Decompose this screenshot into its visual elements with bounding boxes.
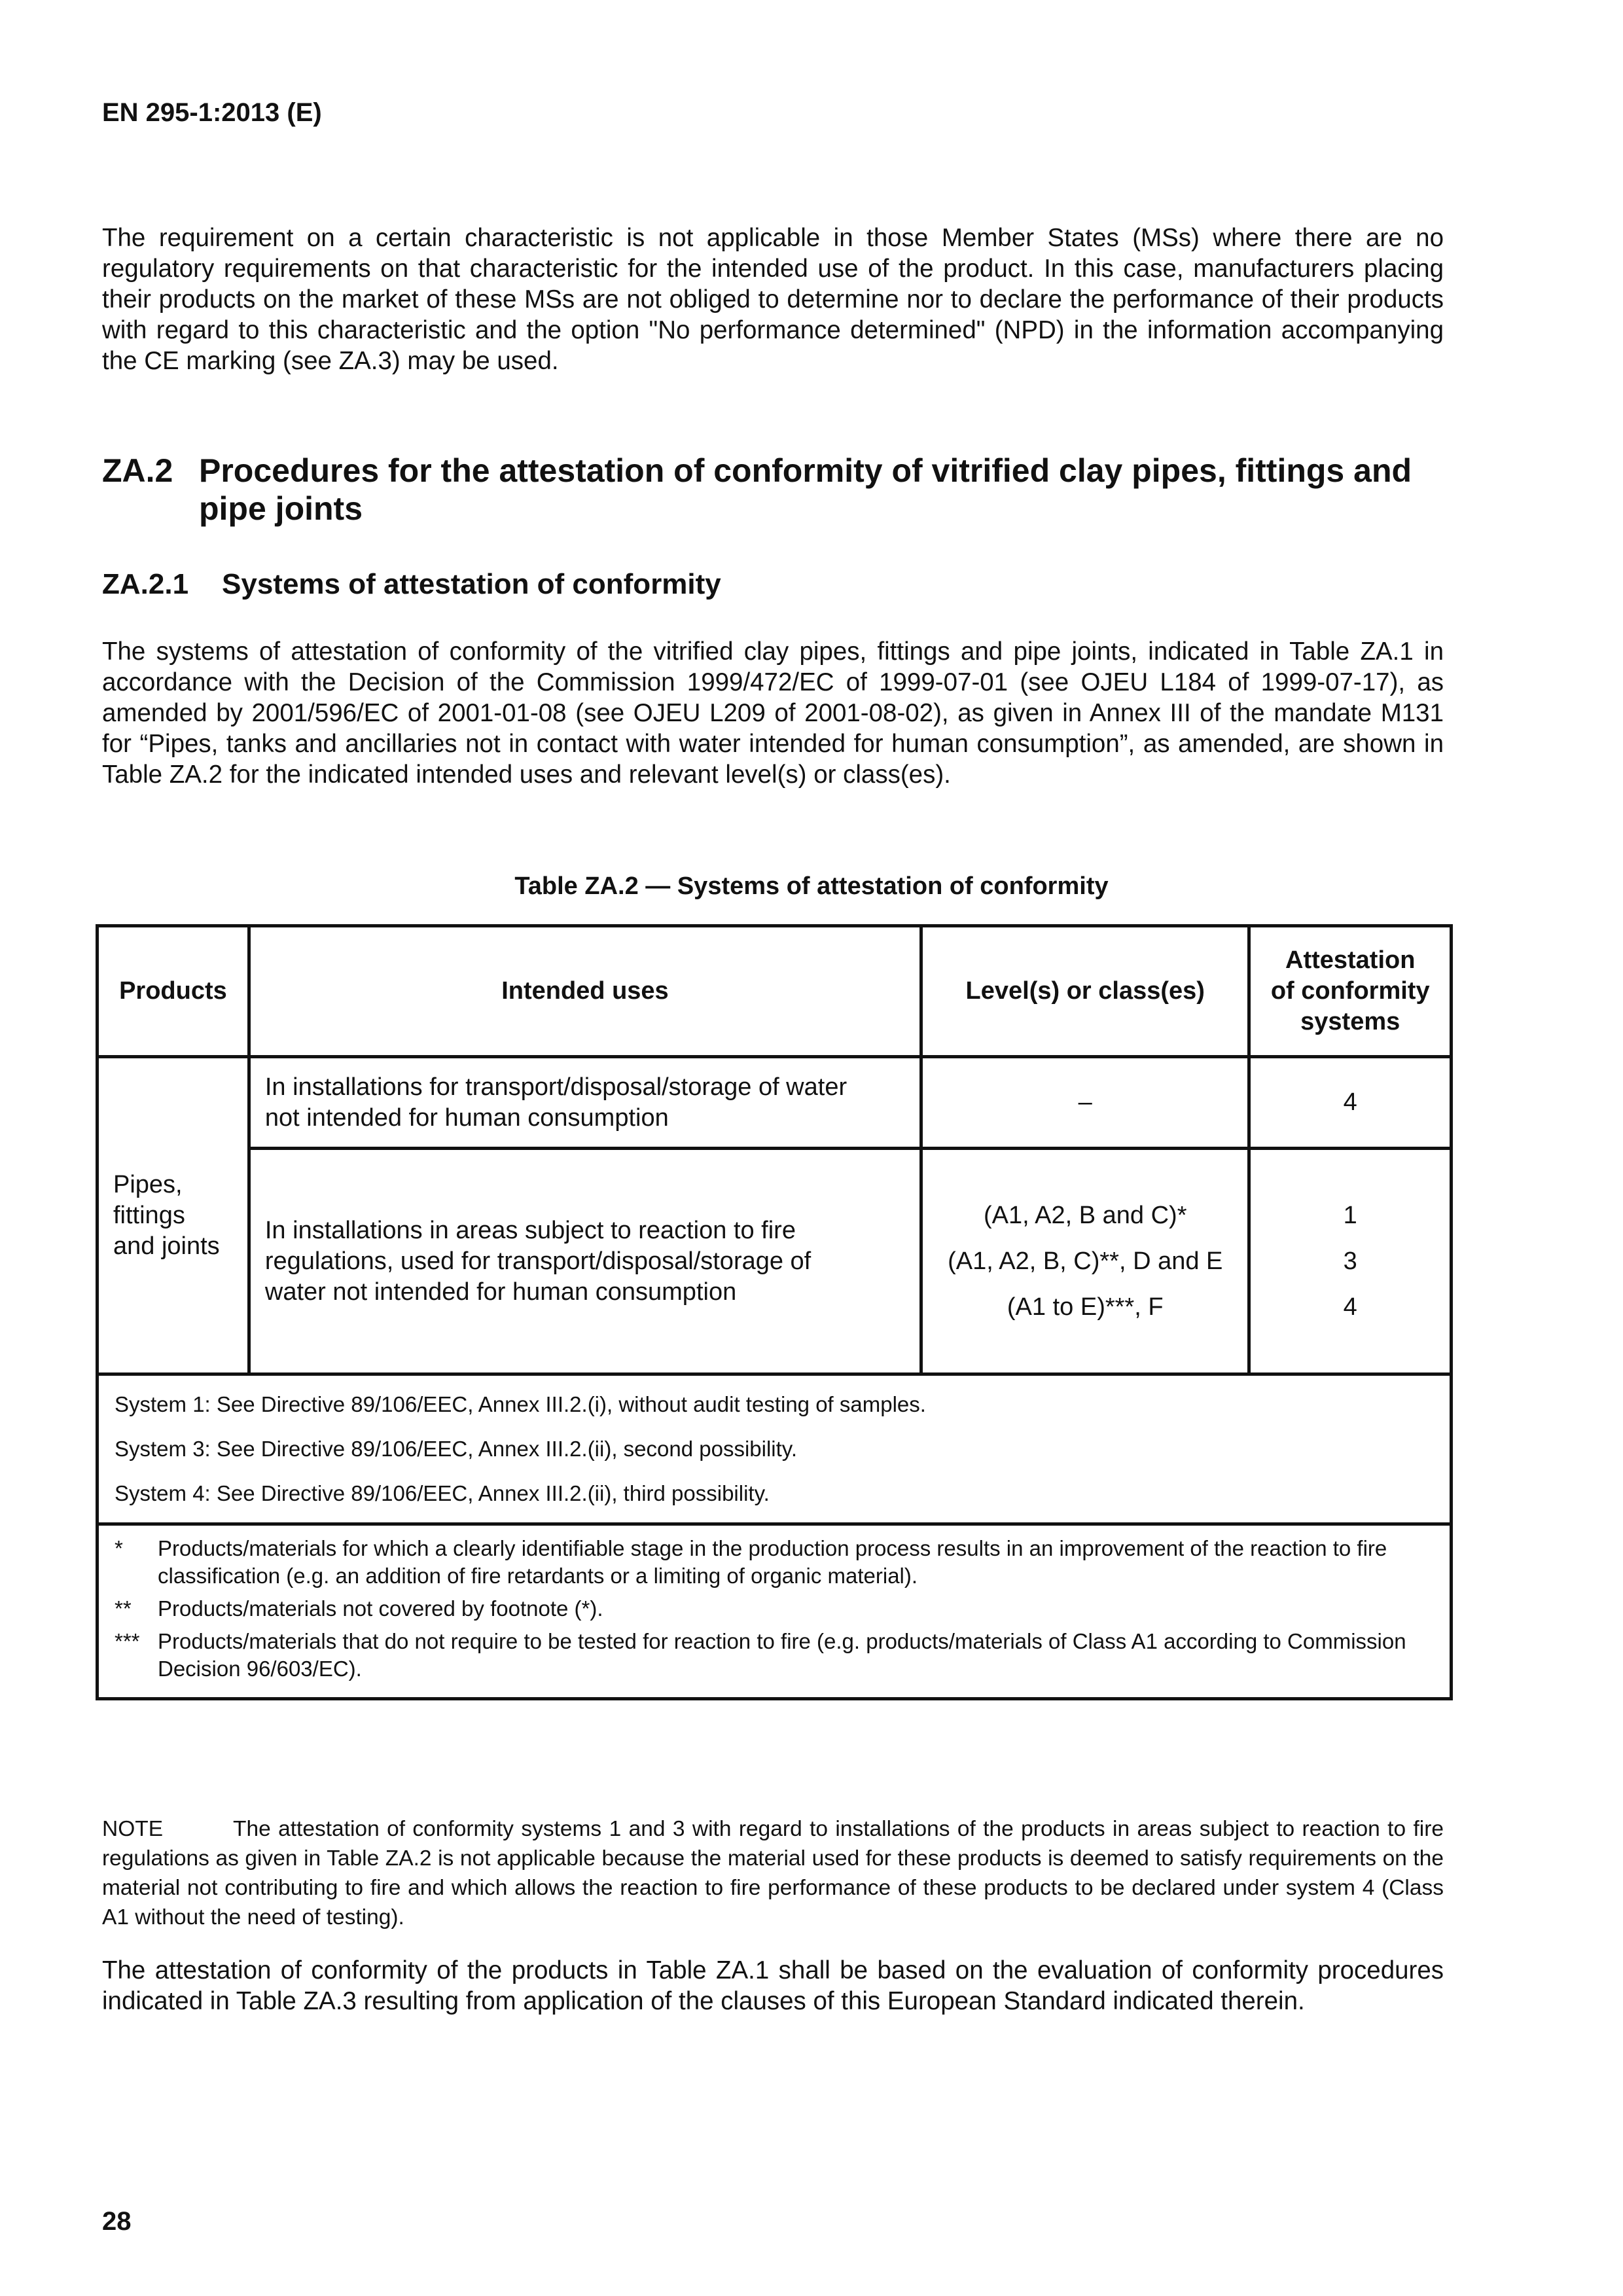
footnote-mark: * [115,1536,123,1560]
attestation-table [96,924,1453,1700]
level-cell: – [921,1057,1249,1149]
level-line: (A1, A2, B and C)* [983,1202,1187,1229]
table-row [98,1149,1452,1374]
intended-use-line: not intended for human consumption [264,1103,669,1132]
closing-paragraph: The attestation of conformity of the products in Table ZA.1 shall be based on the evaluation of conformity procedures indicated in Table ZA.3 resulting from application of the clauses of this European Standard indicated therein. [102,1956,1444,2015]
intended-use-line: In installations for transport/disposal/storage of water [264,1073,847,1101]
header-attestation-line1: Attestation [1285,946,1416,974]
systems-cell [98,1374,1452,1524]
header-levels: Level(s) or class(es) [921,926,1249,1057]
product-line3: and joints [113,1232,220,1260]
table-header-row [98,926,1452,1057]
document-header: EN 295-1:2013 (E) [102,98,322,127]
system-definition: System 1: See Directive 89/106/EEC, Annex III.2.(i), without audit testing of samples. [115,1392,926,1416]
note-text: The attestation of conformity systems 1 and 3 with regard to installations of the products in areas subject to reaction to fire regulations as given in Table ZA.2 is not applicable because the material used for these products is deemed to satisfy requirements on the material not contributing to fire and which allows the reaction to fire performance of these products to be declared under system 4 (Class A1 without the need of testing). [102,1817,1444,1929]
section-heading [102,452,1444,528]
header-products: Products [98,926,249,1057]
intro-paragraph: The requirement on a certain characteristic is not applicable in those Member States (MSs) where there are no regulatory requirements on that characteristic for the intended use of the product. In this case, manufacturers placing their products on the market of these MSs are not obliged to determine nor to declare the performance of their products with regard to this characteristic and the option "No performance determined" (NPD) in the information accompanying the CE marking (see ZA.3) may be used. [102,224,1444,375]
header-attestation-line2: of conformity [1270,977,1430,1005]
product-line2: fittings [113,1201,185,1229]
system-line: 3 [1343,1247,1357,1275]
footnote [115,1628,1434,1683]
table-row [98,1057,1452,1149]
footnote-text: Products/materials that do not require to be tested for reaction to fire (e.g. products/materials of Class A1 according to Commission Decision 96/603/EC). [158,1629,1406,1681]
footnotes-cell [98,1524,1452,1699]
system-cell: 4 [1249,1057,1452,1149]
subsection-paragraph: The systems of attestation of conformity of the vitrified clay pipes, fittings and pipe joints, indicated in Table ZA.1 in accordance with the Decision of the Commission 1999/472/EC of 1999-07-01 (see OJEU L184 of 1999-07-17), as amended by 2001/596/EC of 2001-01-08 (see OJEU L209 of 2001-08-02), as given in Annex III of the mandate M131 for “Pipes, tanks and ancillaries not in contact with water intended for human consumption”, as amended, are shown in Table ZA.2 for the indicated intended uses and relevant level(s) or class(es). [102,637,1444,789]
level-cell [921,1149,1249,1374]
header-attestation-line3: systems [1300,1008,1400,1035]
header-attestation [1249,926,1452,1057]
table-caption: Table ZA.2 — Systems of attestation of conformity [514,872,1109,900]
footnote-mark: ** [115,1596,132,1621]
intended-use-line: In installations in areas subject to reaction to fire [264,1216,796,1244]
subsection-heading [102,568,721,601]
header-intended-uses: Intended uses [249,926,921,1057]
footnote [115,1595,1434,1623]
footnote [115,1535,1434,1590]
systems-row [98,1374,1452,1524]
footnotes-row [98,1524,1452,1699]
note-paragraph [102,1814,1444,1932]
products-cell [98,1057,249,1374]
intended-use-line: water not intended for human consumption [264,1278,737,1306]
page-number: 28 [102,2207,132,2236]
intended-use-line: regulations, used for transport/disposal/storage of [264,1247,812,1275]
intended-use-cell [249,1149,921,1374]
subsection-title: Systems of attestation of conformity [222,568,721,600]
system-cell [1249,1149,1452,1374]
subsection-number: ZA.2.1 [102,568,189,600]
product-line1: Pipes, [113,1170,183,1198]
section-title: Procedures for the attestation of conformity of vitrified clay pipes, fittings and pipe joints [199,452,1412,527]
footnote-text: Products/materials for which a clearly identifiable stage in the production process results in an improvement of the reaction to fire classification (e.g. an addition of fire retardants or a limiting of organic material). [158,1536,1387,1588]
system-definition: System 4: See Directive 89/106/EEC, Annex III.2.(ii), third possibility. [115,1481,770,1505]
system-line: 4 [1343,1293,1357,1321]
note-label: NOTE [102,1817,164,1841]
footnote-mark: *** [115,1629,140,1653]
system-definition: System 3: See Directive 89/106/EEC, Annex III.2.(ii), second possibility. [115,1437,798,1461]
system-line: 1 [1343,1202,1357,1229]
section-number: ZA.2 [102,452,173,489]
level-line: (A1, A2, B, C)**, D and E [948,1247,1223,1275]
level-line: (A1 to E)***, F [1007,1293,1164,1321]
footnote-text: Products/materials not covered by footnote (*). [158,1596,603,1621]
intended-use-cell [249,1057,921,1149]
